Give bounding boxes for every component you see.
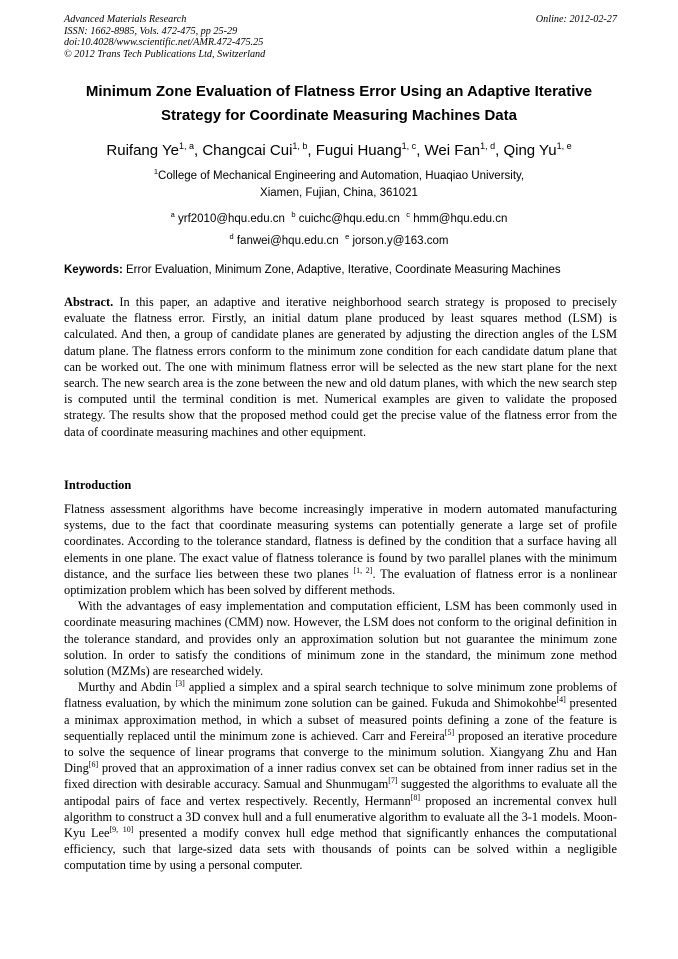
citation: [5] bbox=[444, 727, 455, 737]
section-heading-introduction: Introduction bbox=[64, 478, 132, 492]
paper-title-line-1: Minimum Zone Evaluation of Flatness Error Using an Adaptive Iterative bbox=[85, 83, 593, 100]
paragraph: With the advantages of easy implementation and computation efficient, LSM has been commonly used in coordinate measuring machines (CMM) now. However, the LSM does not conform to the original definition in the tolerance standard, and provides only an approximation solution but not guarantee the minimum zone solution. In order to satisfy the conditions of minimum zone in the standard, the minimum zone method solution (MZMs) are researched widely. bbox=[64, 599, 617, 679]
email-line-2 bbox=[0, 227, 678, 251]
abstract-label: Abstract. bbox=[64, 295, 114, 309]
author-name: Wei Fan bbox=[424, 142, 481, 159]
paper-title bbox=[40, 80, 638, 128]
journal-issn: ISSN: 1662-8985, Vols. 472-475, pp 25-29 bbox=[64, 25, 238, 37]
citation: [4] bbox=[556, 695, 566, 705]
citation: [8] bbox=[410, 792, 421, 802]
email-address[interactable]: jorson.y@163.com bbox=[352, 235, 449, 247]
email-address[interactable]: hmm@hqu.edu.cn bbox=[413, 213, 508, 225]
affiliation-sup: 1 bbox=[153, 167, 159, 176]
author-name: Qing Yu bbox=[503, 142, 557, 159]
author bbox=[106, 142, 202, 159]
author bbox=[425, 142, 504, 159]
author-name: Fugui Huang bbox=[315, 142, 402, 159]
author-separator: , bbox=[307, 142, 316, 159]
email-address[interactable]: yrf2010@hqu.edu.cn bbox=[177, 213, 285, 225]
citation: [3] bbox=[175, 679, 185, 689]
keywords bbox=[64, 262, 617, 278]
email-line-1 bbox=[0, 205, 678, 229]
paper-title-line-2: Strategy for Coordinate Measuring Machines Data bbox=[161, 107, 517, 124]
affiliation-text: College of Mechanical Engineering and Automation, Huaqiao University, bbox=[158, 170, 525, 182]
abstract-text: In this paper, an adaptive and iterative neighborhood search strategy is proposed to precisely evaluate the flatness error. Firstly, an initial datum plane produced by least squares method (LSM) is calculated. And then, a group of candidate planes are generated by adjusting the direction angles of the LSM datum plane. The flatness errors conform to the minimum zone condition for each candidate datum plane that can be worked out. The one with minimum flatness error will be selected as the new start plane for the next search. The new search area is the zone between the new and old datum planes, with which the new search step is computed until the terminal condition is met. Numerical examples are given to validate the proposed strategy. The results show that the proposed method could get the precise value of the flatness error from the data of coordinate measuring machines and other equipment. bbox=[64, 295, 617, 439]
author-sup: 1, d bbox=[480, 141, 496, 151]
author-sup: 1, e bbox=[556, 141, 572, 151]
citation: [9, 10] bbox=[109, 825, 134, 835]
email-address[interactable]: fanwei@hqu.edu.cn bbox=[236, 235, 339, 247]
email-address[interactable]: cuichc@hqu.edu.cn bbox=[298, 213, 400, 225]
paragraph-text: Murthy and Abdin bbox=[78, 680, 176, 695]
affiliation-line-2: Xiamen, Fujian, China, 361021 bbox=[260, 187, 418, 199]
paragraph bbox=[64, 679, 617, 873]
author bbox=[316, 142, 425, 159]
author bbox=[202, 142, 315, 159]
keywords-text: Error Evaluation, Minimum Zone, Adaptive, Iterative, Coordinate Measuring Machines bbox=[126, 264, 561, 276]
citation: [6] bbox=[88, 760, 99, 770]
email-sup: b bbox=[291, 210, 296, 219]
paragraph-text: applied a simplex and a spiral search technique to solve minimum zone problems of flatness evaluation, by which the minimum zone solution can be gained. Fukuda and Shimokohbe bbox=[64, 680, 617, 711]
author-name: Ruifang Ye bbox=[106, 142, 179, 159]
abstract bbox=[64, 294, 617, 440]
email-sup: e bbox=[345, 232, 350, 241]
paragraph-text: presented a modify convex hull edge method that significantly enhances the computational efficiency, such that large-sized data sets with thousands of points can be solved within a negligible computation time by using a personal computer. bbox=[64, 826, 617, 873]
paragraph bbox=[64, 501, 617, 598]
author bbox=[503, 142, 571, 159]
journal-copyright: © 2012 Trans Tech Publications Ltd, Switzerland bbox=[64, 48, 266, 60]
author-name: Changcai Cui bbox=[202, 142, 293, 159]
author-list bbox=[0, 136, 678, 161]
journal-name: Advanced Materials Research bbox=[64, 14, 187, 25]
citation: [1, 2] bbox=[353, 565, 373, 575]
author-separator: , bbox=[194, 142, 203, 159]
paragraph-text: proposed an incremental convex hull algorithm to construct a 3D convex hull and a full enumerative algorithm to evaluate all the 3-1 models. Moon-Kyu Lee bbox=[64, 793, 617, 841]
email-sup: c bbox=[406, 210, 411, 219]
email-sup: a bbox=[170, 210, 175, 219]
keywords-label: Keywords: bbox=[64, 264, 123, 276]
paragraph-text: Flatness assessment algorithms have become increasingly imperative in modern automated manufacturing systems, due to the fact that coordinate measuring systems can potentially generate a large set of profile coordinates. According to the tolerance standard, flatness is defined by the condition that a surface having all elements in one plane. The exact value of flatness tolerance is found by two parallel planes with the minimum distance, and the surface lies between these two planes bbox=[64, 502, 617, 581]
paragraph-text: presented a minimax approximation method, in which a subset of measured points defining a zone of the feature is sequentially replaced until the minimum zone is achieved. Carr and Fereira bbox=[64, 696, 617, 743]
author-separator: , bbox=[495, 142, 504, 159]
author-separator: , bbox=[416, 142, 425, 159]
paragraph-text: proved that an approximation of a inner radius convex set can be obtained from inner radius set in the fixed direction with desirable accuracy. Samual and Shunmugam bbox=[64, 761, 617, 792]
introduction-body bbox=[64, 501, 617, 874]
paragraph-text: . The evaluation of flatness error is a nonlinear optimization problem which has been solved by different methods. bbox=[64, 566, 617, 598]
citation: [7] bbox=[388, 776, 398, 786]
email-sup: d bbox=[229, 232, 234, 241]
author-sup: 1, a bbox=[178, 141, 194, 151]
paragraph-text: proposed an iterative procedure to solve the sequence of linear programs that converge to the minimum solution. Xiangyang Zhu and Han Ding bbox=[64, 728, 618, 776]
journal-header bbox=[64, 14, 617, 60]
author-sup: 1, c bbox=[401, 141, 417, 151]
author-sup: 1, b bbox=[292, 141, 308, 151]
journal-doi: doi:10.4028/www.scientific.net/AMR.472-475.25 bbox=[64, 37, 264, 49]
online-date: Online: 2012-02-27 bbox=[535, 14, 617, 25]
paragraph-text: suggested the algorithms to evaluate all the antipodal pairs of face and vertex respectively. Recently, Hermann bbox=[64, 777, 617, 808]
